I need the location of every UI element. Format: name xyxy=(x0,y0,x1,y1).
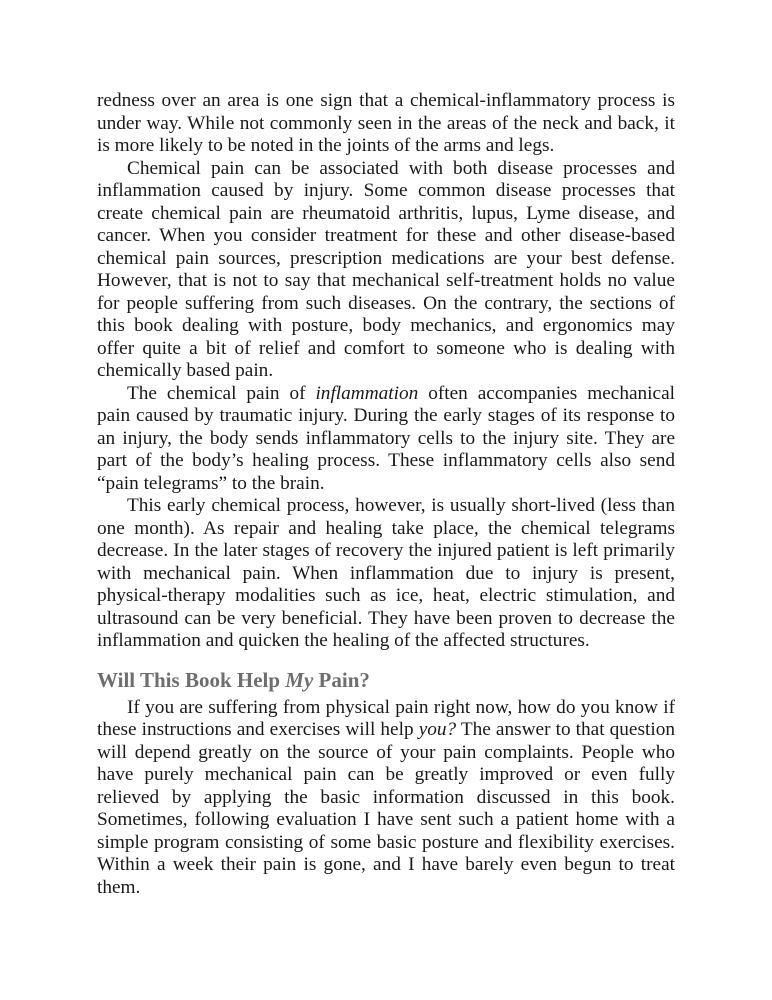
paragraph-inflammation-start: The chemical pain of xyxy=(127,382,316,404)
heading-start: Will This Book Help xyxy=(97,667,286,692)
paragraph-help-end: The answer to that question will depend greatly on the source of your pain complaints. People who have purely mechanical pain can be greatly improved or even fully relieved by applying the basic information discussed in this book. Sometimes, following evaluation I have sent such a patient home with a simple program consisting of some basic posture and flexibility exercises. Within a week their pain is gone, and I have barely even begun to treat them. xyxy=(97,719,675,898)
paragraph-help-question xyxy=(97,697,675,900)
paragraph-inflammation-end: often accompanies mechanical pain caused by traumatic injury. During the early stages of its response to an injury, the body sends inflammatory cells to the injury site. They are part of the body’s healing process. These inflammatory cells also send “pain telegrams” to the brain. xyxy=(97,382,675,494)
paragraph-chemical-pain: Chemical pain can be associated with both disease processes and inflammation caused by injury. Some common disease processes that create chemical pain are rheumatoid arthritis, lupus, Lyme disease, and cancer. When you consider treatment for these and other disease-based chemical pain sources, prescription medications are your best defense. However, that is not to say that mechanical self-treatment holds no value for people suffering from such diseases. On the contrary, the sections of this book dealing with posture, body mechanics, and ergonomics may offer quite a bit of relief and comfort to someone who is dealing with chemically based pain. xyxy=(97,157,675,381)
heading-end: Pain? xyxy=(313,667,370,692)
you-emphasis: you? xyxy=(418,719,457,740)
paragraph-redness: redness over an area is one sign that a chemical-inflammatory process is under way. While not commonly seen in the areas of the neck and back, it is more likely to be noted in the joints of the arms and legs. xyxy=(97,90,675,156)
paragraph-early-process: This early chemical process, however, is usually short-lived (less than one month). As repair and healing take place, the chemical telegrams decrease. In the later stages of recovery the injured patient is left primarily with mechanical pain. When inflammation due to injury is present, physical-therapy modalities such as ice, heat, electric stimulation, and ultrasound can be very beneficial. They have been proven to decrease the inflammation and quicken the healing of the affected structures. xyxy=(97,495,675,651)
paragraph-inflammation xyxy=(97,383,675,496)
book-page xyxy=(97,90,675,899)
section-heading xyxy=(97,666,675,694)
heading-emphasis: My xyxy=(285,667,314,692)
inflammation-emphasis: inflammation xyxy=(315,382,419,404)
paragraph-help-start: If you are suffering from physical pain right now, how do you know if these instructions and exercises will help xyxy=(97,696,675,740)
